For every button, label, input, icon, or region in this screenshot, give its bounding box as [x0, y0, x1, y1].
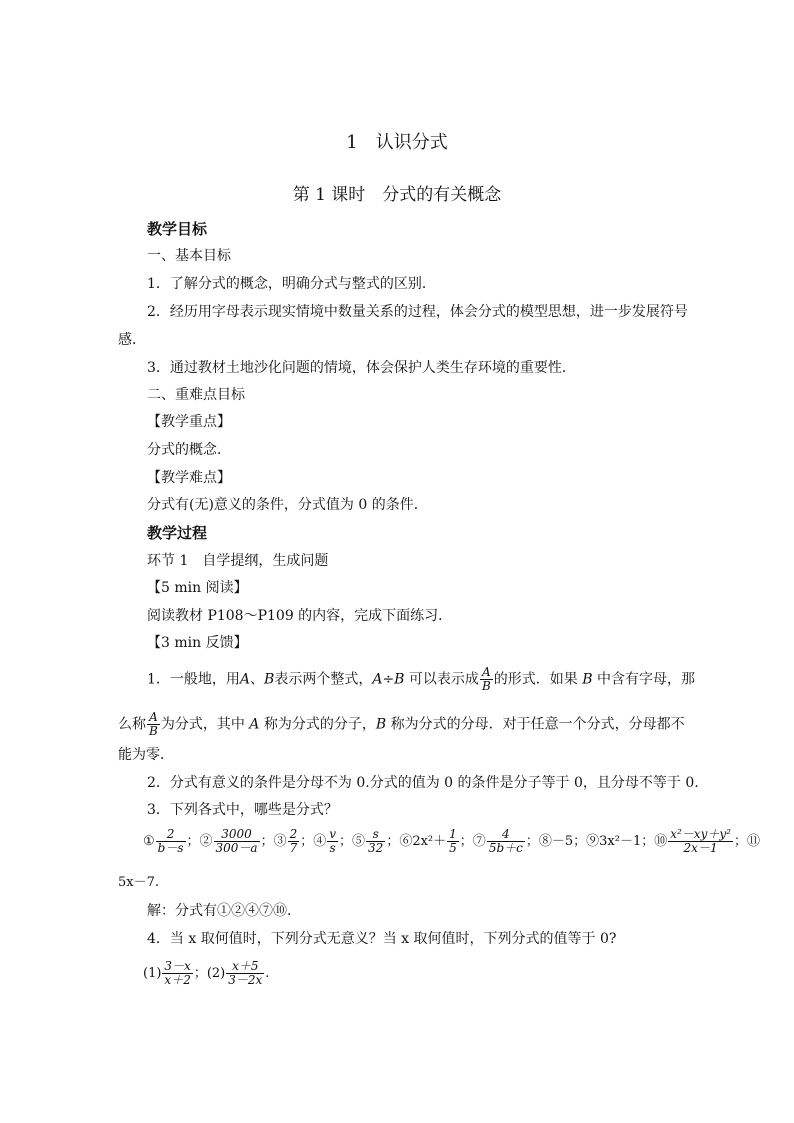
q1-text-a: 1．一般地，用: [147, 671, 240, 688]
question-4-expressions: [143, 960, 269, 987]
question-1-line-1: [147, 666, 695, 693]
expr-sep-10: ；⑪: [733, 834, 760, 849]
step-1: 环节 1 自学提纲，生成问题: [147, 553, 329, 569]
difficult-point-label: 【教学难点】: [147, 470, 231, 486]
expr-sep-1: ；②: [186, 834, 213, 849]
q1-text-d: 的形式．如果: [493, 671, 583, 688]
expr-fraction-4: $\frac{v}{s}$: [329, 827, 337, 855]
heading-teaching-process: 教学过程: [147, 524, 208, 542]
feedback-label: 【3 min 反馈】: [147, 635, 248, 651]
expr-sep-7: ；⑧－5；⑨3x²－1；⑩: [525, 834, 668, 849]
key-point: 分式的概念．: [147, 442, 231, 458]
q1-text-h: 称为分式的分子，: [259, 716, 376, 733]
expr-label-1: ①: [143, 834, 155, 849]
key-goal-heading: 二、重难点目标: [147, 387, 245, 403]
reading-label: 【5 min 阅读】: [147, 580, 248, 596]
expr-sep-3: ；④: [300, 834, 327, 849]
key-point-label: 【教学重点】: [147, 414, 231, 430]
expr-fraction-7: $\frac{4}{5b+c}$: [488, 827, 523, 855]
expression-11: 5x－7.: [118, 875, 160, 890]
expression-list: [143, 828, 760, 855]
question-4: 4．当 x 取何值时，下列分式无意义？当 x 取何值时，下列分式的值等于 0?: [147, 931, 617, 947]
q1-division: A÷B: [372, 671, 405, 688]
q1-var-a-2: A: [249, 716, 260, 733]
expr-sep-4: ；⑤: [339, 834, 366, 849]
q1-fraction-a-over-b: $\frac{A}{B}$: [481, 665, 491, 693]
expr-sep-5: ；⑥2x²＋: [386, 834, 447, 849]
expr-fraction-1: $\frac{2}{b-s}$: [157, 827, 184, 855]
goal-2-line-2: 感．: [118, 332, 146, 348]
q1-text-e: 中含有字母，那: [592, 671, 695, 688]
expr-fraction-3: $\frac{2}{7}$: [289, 827, 298, 855]
q4-label-2: ；(2): [193, 966, 226, 981]
difficult-point: 分式有(无)意义的条件，分式值为 0 的条件．: [147, 497, 428, 513]
q1-text-g: 为分式，其中: [160, 716, 250, 733]
lesson-title: 1 认识分式: [346, 132, 448, 153]
q4-fraction-2: $\frac{x+5}{3-2x}$: [228, 959, 263, 987]
heading-teaching-goals: 教学目标: [147, 220, 208, 238]
q4-fraction-1: $\frac{3-x}{x+2}$: [164, 959, 191, 987]
q1-text-i: 称为分式的分母．对于任意一个分式，分母都不: [386, 716, 685, 733]
expr-fraction-5: $\frac{s}{32}$: [368, 827, 384, 855]
expr-sep-6: ；⑦: [459, 834, 486, 849]
answer-3: 解：分式有①②④⑦⑩.: [147, 903, 292, 919]
goal-3: 3．通过教材土地沙化问题的情境，体会保护人类生存环境的重要性．: [147, 360, 576, 376]
goal-1: 1．了解分式的概念，明确分式与整式的区别．: [147, 276, 436, 292]
q1-text-b: 表示两个整式，: [274, 671, 373, 688]
expr-fraction-2: $\frac{3000}{300-a}$: [215, 827, 258, 855]
q1-fraction-a-over-b-2: $\frac{A}{B}$: [149, 710, 158, 738]
expr-sep-2: ；③: [260, 834, 287, 849]
basic-goal-heading: 一、基本目标: [147, 248, 231, 264]
q1-text-f: 么称: [118, 716, 146, 733]
q1-sep: 、: [250, 671, 265, 688]
q1-var-b: B: [264, 671, 275, 688]
question-1-line-2: [118, 711, 685, 738]
q1-var-b-3: B: [375, 716, 387, 733]
goal-2-line-1: 2．经历用字母表示现实情境中数量关系的过程，体会分式的模型思想，进一步发展符号: [147, 304, 688, 320]
q4-label-1: (1): [143, 966, 162, 981]
q4-end: .: [265, 966, 270, 981]
question-3: 3．下列各式中，哪些是分式？: [147, 802, 338, 818]
question-1-line-3: 能为零．: [118, 747, 174, 763]
expr-fraction-10: $\frac{\text{x²－xy＋y²}}{2x-1}$: [670, 827, 731, 855]
expr-fraction-6: $\frac{1}{5}$: [449, 827, 457, 855]
reading-instruction: 阅读教材 P108～P109 的内容，完成下面练习．: [147, 608, 453, 624]
q1-var-a: A: [239, 671, 251, 688]
question-2: 2．分式有意义的条件是分母不为 0.分式的值为 0 的条件是分子等于 0，且分母不等于 0.: [147, 775, 699, 791]
q1-var-b-2: B: [582, 671, 593, 688]
lesson-subtitle: 第 1 课时 分式的有关概念: [292, 185, 502, 205]
q1-text-c: 可以表示成: [404, 671, 479, 688]
